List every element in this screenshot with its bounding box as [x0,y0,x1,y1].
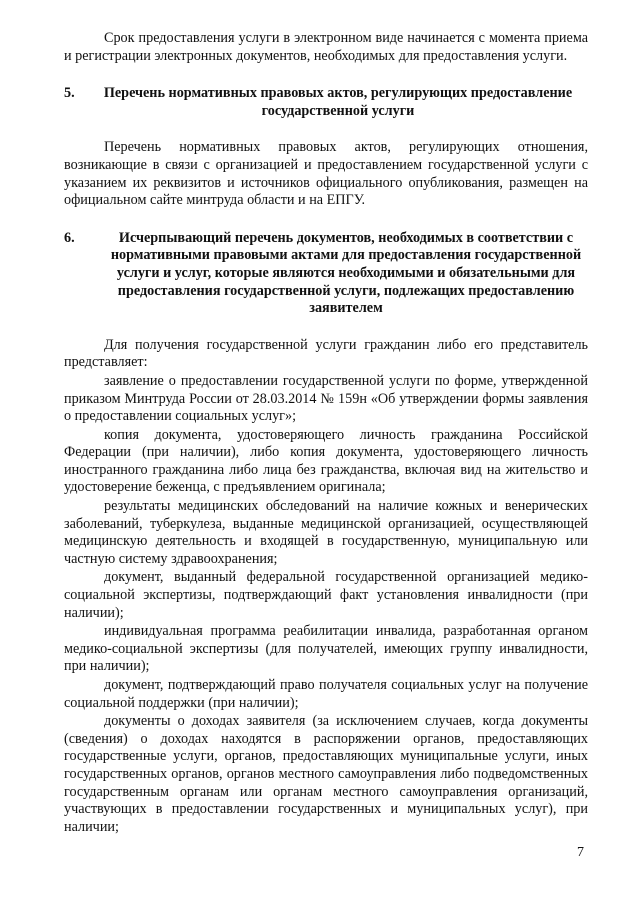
list-item: результаты медицинских обследований на наличие кожных и венерических заболеваний, туберкулеза, выданные медицинской организацией, осуществляющей медицинскую деятельность и входящей в государственную, муниципальную или частную систему здравоохранения; [64,498,588,567]
section-5-heading [64,85,588,120]
list-item: документы о доходах заявителя (за исключением случаев, когда документы (сведения) о доходах находятся в распоряжении органов, предоставляющих государственные услуги, органов, предоставляющих муниципальные услуги, иных государственных органов, органов местного самоуправления либо подведомственных государственным органам или органам местного самоуправления организаций, участвующих в предоставлении государственных и муниципальных услуг), при наличии; [64,713,588,835]
document-page [64,30,588,836]
list-item: индивидуальная программа реабилитации инвалида, разработанная органом медико-социальной экспертизы (для получателей, имеющих группу инвалидности, при наличии); [64,623,588,675]
section-6-lead: Для получения государственной услуги гражданин либо его представитель представляет: [64,336,588,371]
section-5-paragraph: Перечень нормативных правовых актов, регулирующих отношения, возникающие в связи с организацией и предоставлением государственной услуги с указанием их реквизитов и источников официального опубликования, размещен на официальном сайте минтруда области и на ЕПГУ. [64,139,588,209]
section-5-number: 5. [64,85,75,102]
section-6-title: Исчерпывающий перечень документов, необходимых в соответствии с нормативными правовыми актами для предоставления государственной услуги и услуг, которые являются необходимыми и обязательными для предоставления государственной услуги, подлежащих предоставлению заявителем [110,229,582,317]
section-6-heading [64,230,588,318]
page-number: 7 [577,845,584,860]
intro-paragraph: Срок предоставления услуги в электронном виде начинается с момента приема и регистрации электронных документов, необходимых для предоставления услуги. [64,30,588,64]
list-item: документ, подтверждающий право получателя социальных услуг на получение социальной поддержки (при наличии); [64,677,588,711]
list-item: заявление о предоставлении государственной услуги по форме, утвержденной приказом Минтруда России от 28.03.2014 № 159н «Об утверждении формы заявления о предоставлении социальных услуг»; [64,372,588,425]
section-6-number: 6. [64,229,75,246]
list-item: документ, выданный федеральной государственной организацией медико-социальной экспертизы, подтверждающий факт установления инвалидности (при наличии); [64,569,588,621]
section-5-title: Перечень нормативных правовых актов, регулирующих предоставление государственной услуги [103,85,573,119]
list-item: копия документа, удостоверяющего личность гражданина Российской Федерации (при наличии), либо копия документа, удостоверяющего личность иностранного гражданина либо лица без гражданства, включая вид на жительство и удостоверение беженца, с предъявлением оригинала; [64,426,588,496]
